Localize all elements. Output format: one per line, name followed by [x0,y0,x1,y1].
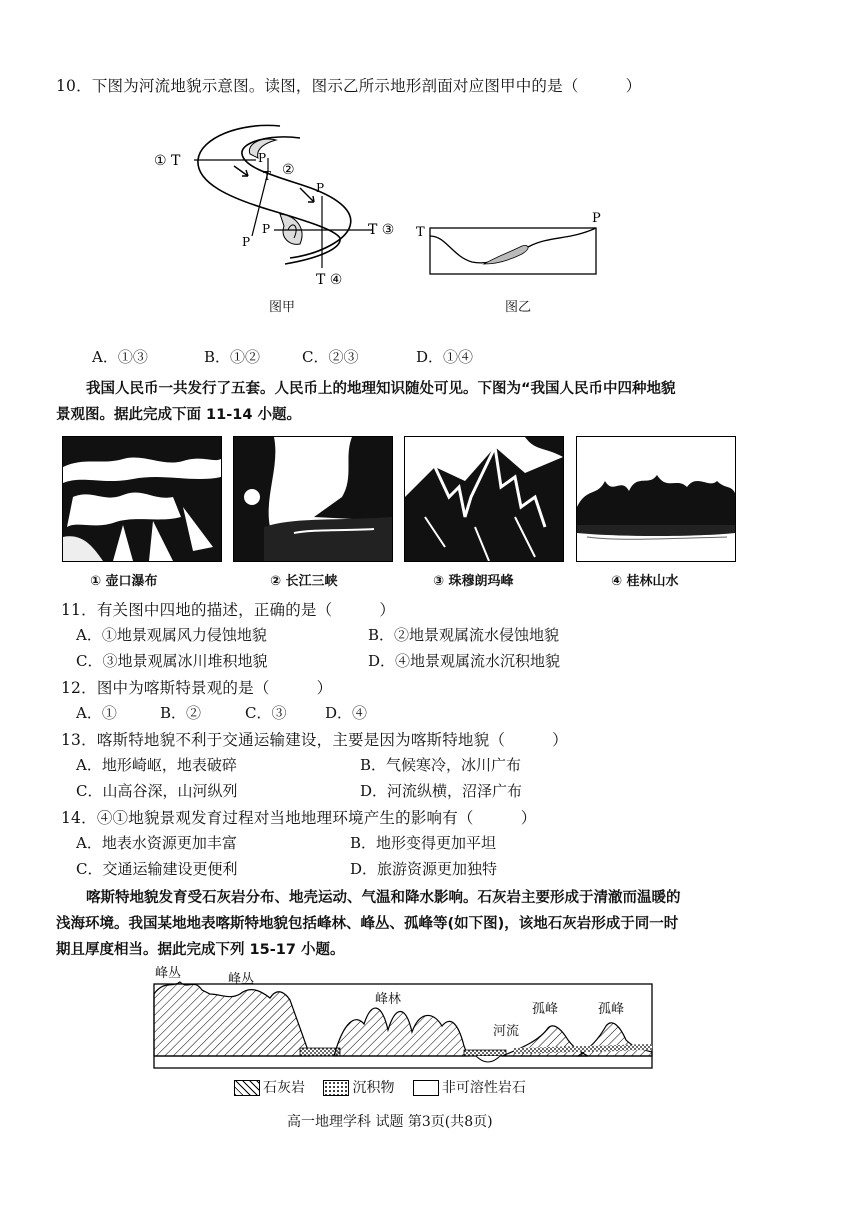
figure-yi-cross-section [410,206,610,278]
karst-label-gufeng-2: 孤峰 [598,1002,625,1017]
karst-cross-section-diagram [150,960,656,1074]
label-t: T [416,225,425,240]
photo-hukou-waterfall [62,436,222,562]
legend-insoluble-rock-label: 非可溶性岩石 [441,1080,526,1096]
label-circle-1: ① T [154,153,181,169]
photo-caption-3: ③ 珠穆朗玛峰 [433,574,514,589]
q11-option-b[interactable]: B．②地景观属流水侵蚀地貌 [368,626,560,644]
q10-stem: 10．下图为河流地貌示意图。读图，图示乙所示地形剖面对应图甲中的是（ ） [56,77,642,95]
q12-option-a[interactable]: A．① [76,704,117,722]
legend-insoluble-rock-swatch [413,1080,439,1096]
label-circle-2: ② [282,162,295,178]
figure-jia-caption: 图甲 [269,300,296,315]
q14-option-c[interactable]: C．交通运输建设更便利 [76,860,238,878]
q12-option-d[interactable]: D．④ [325,704,368,722]
q12-option-c[interactable]: C．③ [245,704,287,722]
q13-option-a[interactable]: A．地形崎岖，地表破碎 [76,756,237,774]
q13-option-c[interactable]: C．山高谷深，山河纵列 [76,782,238,800]
q11-stem: 11．有关图中四地的描述，正确的是（ ） [61,601,396,619]
legend-sediment-label: 沉积物 [352,1080,395,1096]
label-p: P [258,151,267,165]
legend-limestone-label: 石灰岩 [263,1080,305,1096]
photo-caption-1: ① 壶口瀑布 [90,574,158,589]
karst-label-fengcong-2: 峰丛 [228,972,255,987]
label-p: P [242,235,251,249]
q14-option-d[interactable]: D．旅游资源更加独特 [350,860,498,878]
label-circle-4: T ④ [316,272,343,288]
karst-legend [234,1077,526,1097]
photo-caption-4: ④ 桂林山水 [611,574,679,589]
photo-guilin-landscape [576,436,736,562]
q13-option-b[interactable]: B．气候寒冷，冰川广布 [360,756,522,774]
photo-caption-2: ② 长江三峡 [270,574,338,589]
karst-label-gufeng-1: 孤峰 [532,1002,559,1017]
legend-limestone-swatch [234,1080,260,1096]
q10-option-a[interactable]: A．①③ [92,348,148,366]
label-p: P [592,211,601,226]
label-p: P [316,181,325,195]
q12-option-b[interactable]: B．② [160,704,202,722]
label-p: P [262,222,271,236]
q14-stem: 14．④①地貌景观发育过程对当地地理环境产生的影响有（ ） [61,809,537,827]
page-footer: 高一地理学科 试题 第3页(共8页) [287,1114,493,1130]
q14-option-a[interactable]: A．地表水资源更加丰富 [76,834,237,852]
karst-label-fengcong-1: 峰丛 [155,966,182,981]
q11-option-d[interactable]: D．④地景观属流水沉积地貌 [368,652,561,670]
q11-option-c[interactable]: C．③地景观属冰川堆积地貌 [76,652,268,670]
photo-mount-everest [404,436,564,562]
q10-option-b[interactable]: B．①② [204,348,261,366]
figure-yi-caption: 图乙 [505,300,532,315]
q13-option-d[interactable]: D．河流纵横，沼泽广布 [360,782,523,800]
q11-option-a[interactable]: A．①地景观属风力侵蚀地貌 [76,626,267,644]
q10-option-d[interactable]: D．①④ [416,348,474,366]
karst-label-fenglin: 峰林 [375,992,402,1007]
photo-yangtze-gorges [233,436,393,562]
q13-stem: 13．喀斯特地貌不利于交通运输建设，主要是因为喀斯特地貌（ ） [61,731,568,749]
karst-label-river: 河流 [493,1024,520,1039]
q14-option-b[interactable]: B．地形变得更加平坦 [350,834,497,852]
intro-15-17-line2: 浅海环境。我国某地地表喀斯特地貌包括峰林、峰丛、孤峰等(如下图)，该地石灰岩形成于同一时 [56,916,679,932]
label-t: T [263,169,272,183]
label-circle-3: T ③ [368,222,395,238]
legend-sediment-swatch [323,1080,349,1096]
intro-15-17-line1: 喀斯特地貌发育受石灰岩分布、地壳运动、气温和降水影响。石灰岩主要形成于清澈而温暖的 [86,890,681,906]
intro-15-17-line3: 期且厚度相当。据此完成下列 15-17 小题。 [56,942,345,958]
intro-11-14-line1: 我国人民币一共发行了五套。人民币上的地理知识随处可见。下图为“我国人民币中四种地貌 [86,381,676,397]
figure-jia-river-meander [150,118,410,298]
q10-option-c[interactable]: C．②③ [302,348,359,366]
q12-stem: 12．图中为喀斯特景观的是（ ） [61,679,333,697]
intro-11-14-line2: 景观图。据此完成下面 11-14 小题。 [56,407,301,423]
